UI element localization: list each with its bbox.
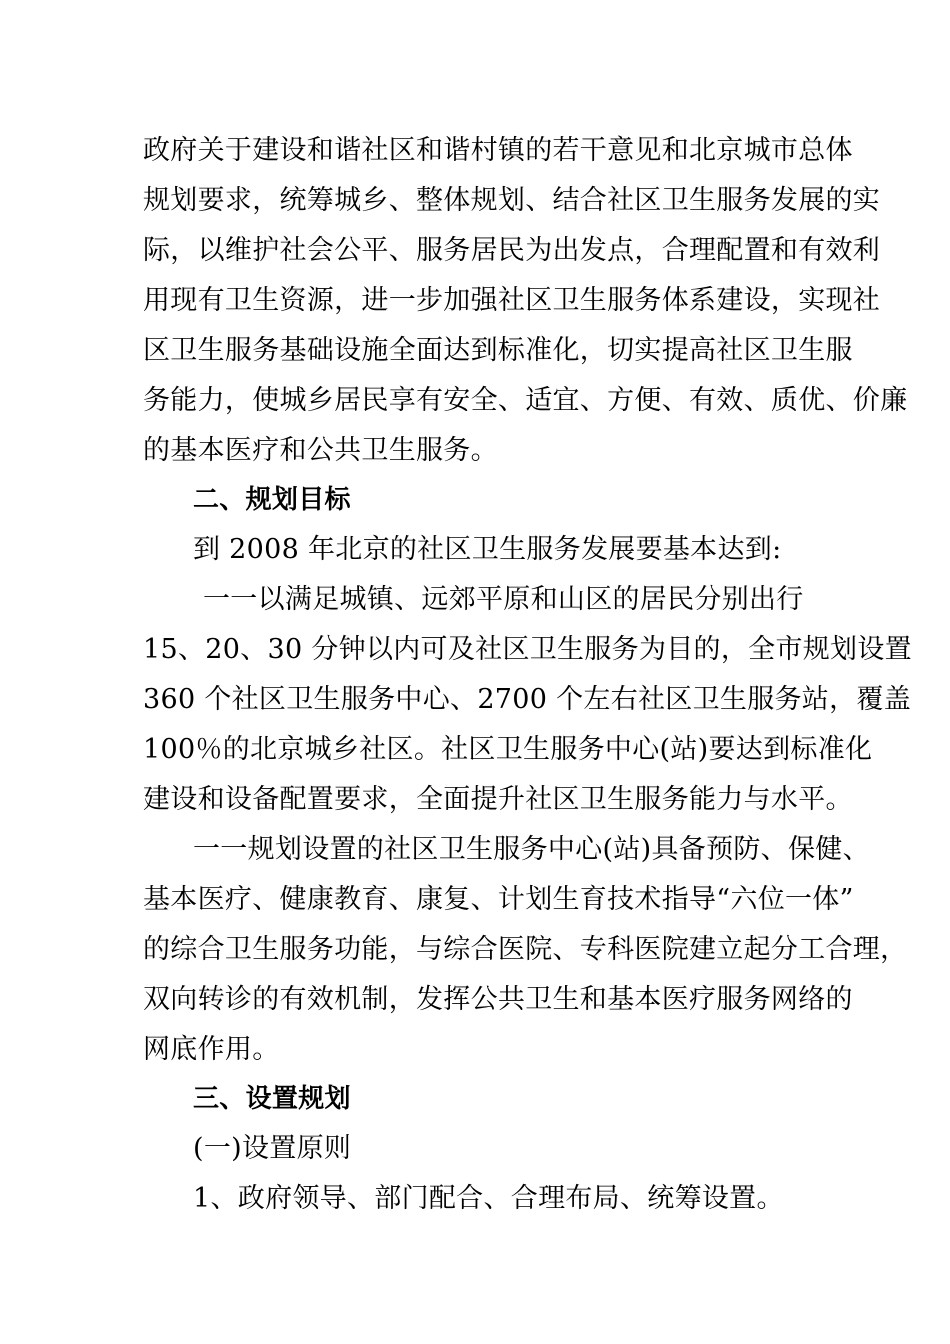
goal2-line-1: 一一规划设置的社区卫生服务中心(站)具备预防、保健、	[193, 834, 870, 865]
goal1-line-4: 100％的北京城乡社区。社区卫生服务中心(站)要达到标准化	[143, 734, 873, 765]
section-heading-planning: 三、设置规划	[193, 1084, 351, 1114]
goal1-line-1: 一一以满足城镇、远郊平原和山区的居民分别出行	[203, 584, 804, 615]
intro-line-4: 用现有卫生资源，进一步加强社区卫生服务体系建设，实现社	[143, 285, 881, 316]
intro-line-1: 政府关于建设和谐社区和谐村镇的若干意见和北京城市总体	[143, 135, 853, 166]
intro-line-2: 规划要求，统筹城乡、整体规划、结合社区卫生服务发展的实	[143, 185, 881, 216]
intro-line-6: 务能力，使城乡居民享有安全、适宜、方便、有效、质优、价廉	[143, 385, 908, 416]
goal1-line-3: 360 个社区卫生服务中心、2700 个左右社区卫生服务站，覆盖	[143, 684, 912, 715]
goal2-line-3: 的综合卫生服务功能，与综合医院、专科医院建立起分工合理，	[143, 934, 908, 965]
goal2-line-5: 网底作用。	[143, 1034, 280, 1065]
intro-line-5: 区卫生服务基础设施全面达到标准化，切实提高社区卫生服	[143, 335, 853, 366]
goal2-line-4: 双向转诊的有效机制，发挥公共卫生和基本医疗服务网络的	[143, 984, 853, 1015]
intro-line-3: 际，以维护社会公平、服务居民为出发点，合理配置和有效利	[143, 235, 881, 266]
goal1-line-2: 15、20、30 分钟以内可及社区卫生服务为目的，全市规划设置	[143, 634, 912, 665]
goal1-line-5: 建设和设备配置要求，全面提升社区卫生服务能力与水平。	[143, 784, 853, 815]
goal2-line-2: 基本医疗、健康教育、康复、计划生育技术指导“六位一体”	[143, 884, 854, 915]
subsection-principles: (一)设置原则	[193, 1133, 352, 1164]
section-heading-goals: 二、规划目标	[193, 485, 351, 515]
principle-item-1: 1、政府领导、部门配合、合理布局、统筹设置。	[193, 1183, 784, 1214]
intro-line-7: 的基本医疗和公共卫生服务。	[143, 435, 498, 466]
goal-intro-line: 到 2008 年北京的社区卫生服务发展要基本达到:	[193, 534, 782, 565]
